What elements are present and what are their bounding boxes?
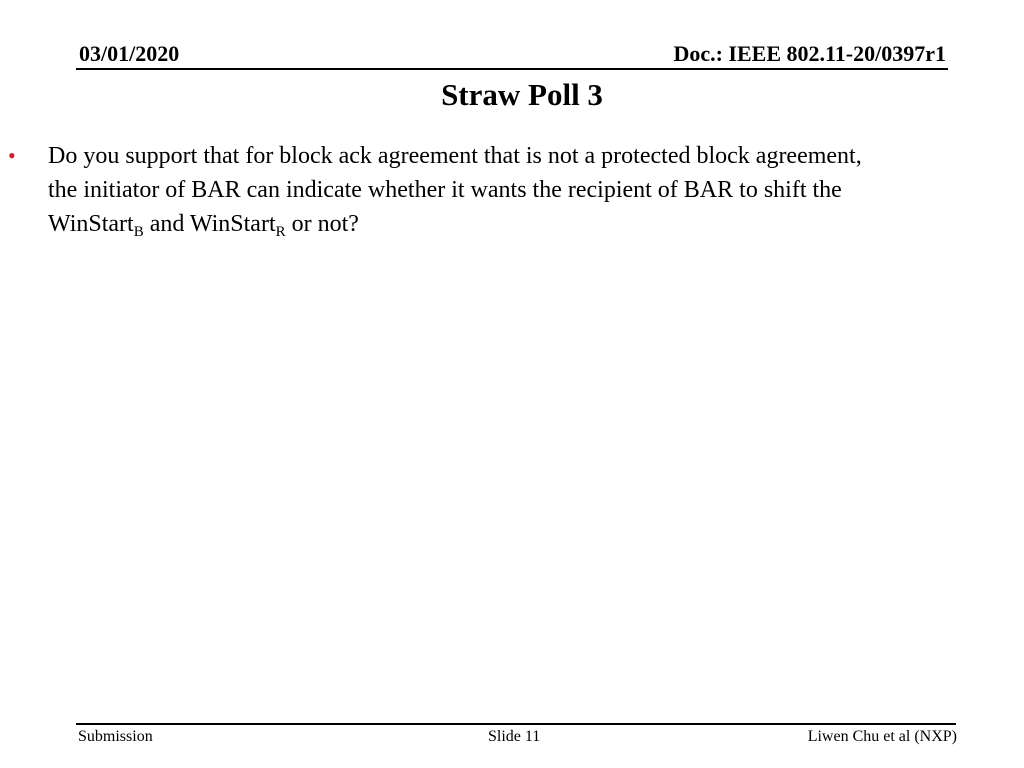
header-doc-id: Doc.: IEEE 802.11-20/0397r1 xyxy=(673,41,946,66)
footer-submission: Submission xyxy=(78,728,153,745)
winstart-r-subscript: R xyxy=(275,224,286,240)
winstart-b-text: WinStart xyxy=(48,211,134,237)
bullet-line-3 xyxy=(48,207,1023,241)
winstart-b-subscript: B xyxy=(133,224,144,240)
header-divider xyxy=(76,68,948,70)
header-date: 03/01/2020 xyxy=(79,41,180,66)
winstart-r-text: and WinStart xyxy=(143,211,276,237)
bullet-marker-icon: • xyxy=(8,143,16,168)
bullet-line-2: the initiator of BAR can indicate whether it wants the recipient of BAR to shift the xyxy=(48,177,842,203)
question-end-text: or not? xyxy=(285,211,359,237)
footer-slide-number: Slide 11 xyxy=(488,728,541,745)
footer-divider xyxy=(76,723,956,725)
bullet-line-1: Do you support that for block ack agreement that is not a protected block agreement, xyxy=(48,143,862,169)
slide-title: Straw Poll 3 xyxy=(441,77,603,112)
bullet-text xyxy=(48,139,1023,241)
footer-authors: Liwen Chu et al (NXP) xyxy=(807,728,957,745)
